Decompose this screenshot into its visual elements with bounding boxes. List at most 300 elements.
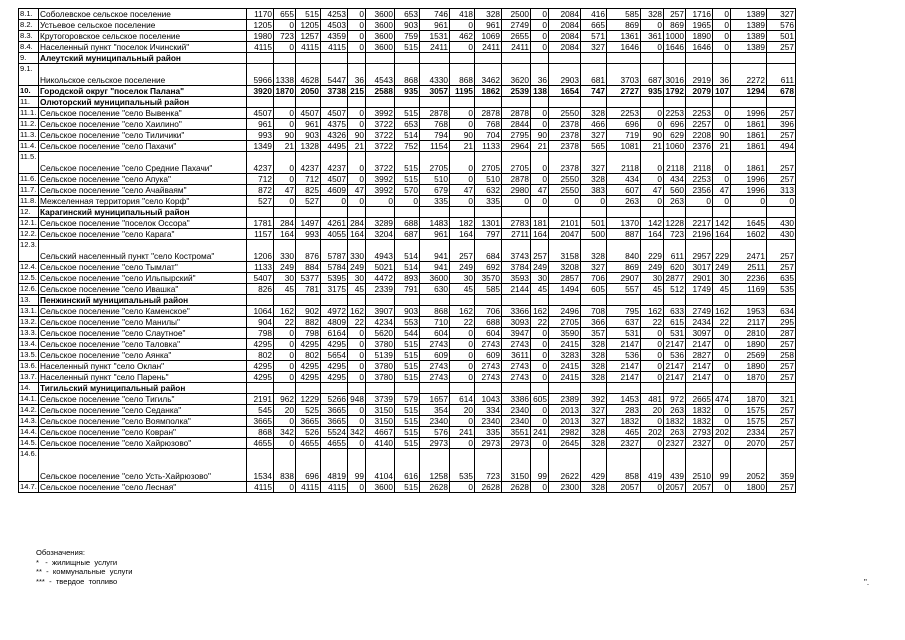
- value-cell: 719: [607, 130, 641, 141]
- table-row: [19, 174, 796, 185]
- value-cell: 1000: [664, 31, 686, 42]
- row-name: Сельское поселение "село Слаутное": [39, 328, 247, 339]
- value-cell: 712: [247, 174, 274, 185]
- value-cell: 1069: [475, 31, 502, 42]
- value-cell: 2070: [731, 438, 767, 449]
- table-row: [19, 416, 796, 427]
- value-cell: 0: [366, 196, 395, 207]
- value-cell: 4295: [247, 361, 274, 372]
- value-cell: 142: [641, 218, 664, 229]
- value-cell: 993: [247, 130, 274, 141]
- value-cell: 3722: [366, 130, 395, 141]
- value-cell: 2084: [549, 20, 581, 31]
- row-code: 11.: [19, 97, 39, 108]
- value-cell: 2511: [731, 262, 767, 273]
- value-cell: 0: [713, 438, 731, 449]
- value-cell: 162: [274, 306, 296, 317]
- value-cell: 419: [641, 449, 664, 482]
- value-cell: 0: [450, 361, 475, 372]
- value-cell: 1996: [731, 185, 767, 196]
- value-cell: [450, 97, 475, 108]
- value-cell: [731, 295, 767, 306]
- value-cell: 1996: [731, 174, 767, 185]
- value-cell: 202: [641, 427, 664, 438]
- value-cell: 2013: [549, 405, 581, 416]
- value-cell: 47: [641, 185, 664, 196]
- value-cell: 4115: [247, 482, 274, 493]
- value-cell: 0: [395, 196, 420, 207]
- value-cell: [395, 97, 420, 108]
- value-cell: 241: [531, 427, 549, 438]
- value-cell: [502, 53, 531, 64]
- value-cell: 687: [395, 229, 420, 240]
- value-cell: 536: [664, 350, 686, 361]
- value-cell: 4507: [321, 108, 348, 119]
- value-cell: 0: [348, 416, 366, 427]
- value-cell: 22: [713, 317, 731, 328]
- note-item: * - жилищные услуги: [36, 557, 118, 567]
- table-row: [19, 449, 796, 482]
- value-cell: 1133: [475, 141, 502, 152]
- value-cell: 723: [475, 449, 502, 482]
- value-cell: 1043: [475, 394, 502, 405]
- value-cell: 45: [531, 284, 549, 295]
- row-name: Сельское поселение "село Таловка": [39, 339, 247, 350]
- value-cell: 328: [581, 174, 607, 185]
- value-cell: 1965: [686, 20, 713, 31]
- value-cell: [731, 97, 767, 108]
- value-cell: 3703: [607, 64, 641, 86]
- value-cell: 1832: [607, 416, 641, 427]
- value-cell: 3386: [502, 394, 531, 405]
- value-cell: 30: [274, 273, 296, 284]
- value-cell: 527: [247, 196, 274, 207]
- value-cell: 678: [767, 86, 796, 97]
- row-code: 9.1.: [19, 64, 39, 86]
- table-row: [19, 240, 796, 262]
- value-cell: 257: [767, 416, 796, 427]
- value-cell: 1861: [731, 130, 767, 141]
- value-cell: 3600: [366, 482, 395, 493]
- value-cell: [686, 295, 713, 306]
- value-cell: 3570: [475, 273, 502, 284]
- value-cell: 2013: [549, 416, 581, 427]
- value-cell: 45: [713, 284, 731, 295]
- value-cell: 5395: [321, 273, 348, 284]
- value-cell: 2147: [607, 339, 641, 350]
- value-cell: 0: [321, 196, 348, 207]
- value-cell: 30: [713, 273, 731, 284]
- table-row: [19, 152, 796, 174]
- value-cell: 611: [767, 64, 796, 86]
- value-cell: 430: [767, 229, 796, 240]
- value-cell: 515: [395, 174, 420, 185]
- value-cell: 710: [420, 317, 450, 328]
- table-row: [19, 229, 796, 240]
- value-cell: 4237: [247, 152, 274, 174]
- value-cell: 2783: [502, 218, 531, 229]
- value-cell: 3665: [247, 416, 274, 427]
- value-cell: 560: [664, 185, 686, 196]
- value-cell: [731, 207, 767, 218]
- value-cell: 2655: [502, 31, 531, 42]
- value-cell: 0: [713, 361, 731, 372]
- value-cell: 1645: [731, 218, 767, 229]
- value-cell: 2415: [549, 361, 581, 372]
- value-cell: [247, 383, 274, 394]
- value-cell: 0: [531, 196, 549, 207]
- value-cell: 884: [296, 262, 321, 273]
- value-cell: 2901: [686, 273, 713, 284]
- value-cell: 1862: [475, 86, 502, 97]
- value-cell: 0: [348, 108, 366, 119]
- table-row: [19, 427, 796, 438]
- value-cell: 2743: [502, 372, 531, 383]
- value-cell: 249: [641, 262, 664, 273]
- value-cell: 515: [395, 339, 420, 350]
- value-cell: 21: [641, 141, 664, 152]
- value-cell: 327: [581, 416, 607, 427]
- value-cell: [395, 295, 420, 306]
- value-cell: 328: [581, 372, 607, 383]
- value-cell: 629: [664, 130, 686, 141]
- value-cell: 4295: [321, 339, 348, 350]
- value-cell: 321: [767, 394, 796, 405]
- value-cell: [450, 207, 475, 218]
- value-cell: 2907: [607, 273, 641, 284]
- row-name: Сельское поселение "село Ковран": [39, 427, 247, 438]
- value-cell: 1870: [274, 86, 296, 97]
- table-row: [19, 284, 796, 295]
- row-name: Сельское поселение "село Ивашка": [39, 284, 247, 295]
- value-cell: 3907: [366, 306, 395, 317]
- value-cell: 90: [348, 130, 366, 141]
- value-cell: 142: [713, 218, 731, 229]
- value-cell: 5377: [296, 273, 321, 284]
- value-cell: [274, 97, 296, 108]
- value-cell: 2510: [686, 449, 713, 482]
- value-cell: 2327: [607, 438, 641, 449]
- value-cell: 868: [395, 64, 420, 86]
- value-cell: 1060: [664, 141, 686, 152]
- value-cell: [686, 97, 713, 108]
- value-cell: 249: [713, 262, 731, 273]
- value-cell: 630: [420, 284, 450, 295]
- value-cell: 605: [531, 394, 549, 405]
- value-cell: 1781: [247, 218, 274, 229]
- value-cell: 0: [713, 31, 731, 42]
- value-cell: 605: [581, 284, 607, 295]
- value-cell: 515: [395, 152, 420, 174]
- value-cell: 2743: [475, 372, 502, 383]
- value-cell: 2665: [686, 394, 713, 405]
- value-cell: 0: [531, 152, 549, 174]
- district-header-row: [19, 53, 796, 64]
- table-row: [19, 394, 796, 405]
- value-cell: 202: [713, 427, 731, 438]
- value-cell: 1157: [247, 229, 274, 240]
- value-cell: 257: [767, 42, 796, 53]
- value-cell: 257: [767, 438, 796, 449]
- value-cell: 1081: [607, 141, 641, 152]
- value-cell: 45: [641, 284, 664, 295]
- value-cell: 2118: [686, 152, 713, 174]
- row-code: 11.6.: [19, 174, 39, 185]
- value-cell: [641, 97, 664, 108]
- value-cell: 961: [420, 229, 450, 240]
- value-cell: 241: [450, 427, 475, 438]
- value-cell: 164: [641, 229, 664, 240]
- value-cell: 361: [641, 31, 664, 42]
- district-header-row: [19, 295, 796, 306]
- value-cell: 0: [348, 438, 366, 449]
- value-cell: 604: [420, 328, 450, 339]
- value-cell: 5021: [366, 262, 395, 273]
- value-cell: 2117: [731, 317, 767, 328]
- row-code: 13.7.: [20, 372, 37, 381]
- value-cell: [450, 383, 475, 394]
- value-cell: [581, 295, 607, 306]
- value-cell: 634: [767, 306, 796, 317]
- value-cell: 249: [274, 262, 296, 273]
- value-cell: 571: [581, 31, 607, 42]
- value-cell: 0: [348, 174, 366, 185]
- value-cell: [296, 295, 321, 306]
- value-cell: 2378: [549, 141, 581, 152]
- value-cell: 2645: [549, 438, 581, 449]
- value-cell: 328: [581, 427, 607, 438]
- value-cell: 257: [531, 240, 549, 262]
- table-row: [19, 20, 796, 31]
- table-row: [19, 141, 796, 152]
- value-cell: 620: [664, 262, 686, 273]
- value-cell: 2378: [549, 130, 581, 141]
- value-cell: 162: [450, 306, 475, 317]
- value-cell: 181: [531, 218, 549, 229]
- value-cell: 328: [641, 9, 664, 20]
- value-cell: 2973: [502, 438, 531, 449]
- value-cell: 570: [395, 185, 420, 196]
- value-cell: [348, 295, 366, 306]
- value-cell: [321, 383, 348, 394]
- value-cell: 0: [274, 152, 296, 174]
- value-cell: [549, 383, 581, 394]
- value-cell: [641, 383, 664, 394]
- table-row: [19, 306, 796, 317]
- value-cell: 257: [767, 174, 796, 185]
- table-row: [19, 64, 796, 86]
- value-cell: 768: [420, 119, 450, 130]
- value-cell: [366, 207, 395, 218]
- value-cell: 0: [450, 108, 475, 119]
- value-cell: [420, 207, 450, 218]
- value-cell: 2500: [502, 9, 531, 20]
- value-cell: 0: [274, 108, 296, 119]
- value-cell: 1534: [247, 449, 274, 482]
- value-cell: 4295: [321, 361, 348, 372]
- value-cell: [731, 53, 767, 64]
- value-cell: 0: [274, 361, 296, 372]
- value-cell: 0: [531, 119, 549, 130]
- value-cell: 4609: [321, 185, 348, 196]
- value-cell: 2047: [549, 229, 581, 240]
- value-cell: 1258: [420, 449, 450, 482]
- corner-mark: ".: [864, 578, 870, 587]
- value-cell: 229: [713, 240, 731, 262]
- row-code: 12.6.: [20, 284, 37, 293]
- value-cell: 2415: [549, 339, 581, 350]
- district-header-row: [19, 207, 796, 218]
- value-cell: 2378: [549, 152, 581, 174]
- value-cell: 0: [713, 196, 731, 207]
- value-cell: 2084: [549, 31, 581, 42]
- row-code: 13.: [19, 295, 39, 306]
- value-cell: 0: [450, 328, 475, 339]
- value-cell: 0: [713, 152, 731, 174]
- value-cell: 3016: [664, 64, 686, 86]
- value-cell: 90: [450, 130, 475, 141]
- value-cell: 3665: [321, 416, 348, 427]
- value-cell: 2272: [731, 64, 767, 86]
- value-cell: 501: [767, 31, 796, 42]
- value-cell: 4237: [296, 152, 321, 174]
- value-cell: 5266: [321, 394, 348, 405]
- value-cell: 0: [641, 174, 664, 185]
- value-cell: 1301: [475, 218, 502, 229]
- value-cell: 768: [475, 119, 502, 130]
- value-cell: 3551: [502, 427, 531, 438]
- value-cell: 679: [420, 185, 450, 196]
- value-cell: 47: [531, 185, 549, 196]
- value-cell: 1575: [731, 416, 767, 427]
- value-cell: 2339: [366, 284, 395, 295]
- value-cell: 0: [348, 119, 366, 130]
- value-cell: 328: [581, 482, 607, 493]
- value-cell: 215: [348, 86, 366, 97]
- value-cell: 327: [767, 9, 796, 20]
- value-cell: 3665: [321, 405, 348, 416]
- value-cell: [664, 383, 686, 394]
- value-cell: 90: [274, 130, 296, 141]
- value-cell: 162: [531, 306, 549, 317]
- value-cell: 3611: [502, 350, 531, 361]
- value-cell: 1205: [296, 20, 321, 31]
- row-name: Алеутский муниципальный район: [39, 53, 247, 64]
- value-cell: 328: [581, 108, 607, 119]
- value-cell: 2147: [686, 361, 713, 372]
- value-cell: [641, 207, 664, 218]
- value-cell: 257: [767, 152, 796, 174]
- value-cell: 257: [664, 9, 686, 20]
- value-cell: 609: [475, 350, 502, 361]
- value-cell: 4359: [321, 31, 348, 42]
- value-cell: 2411: [502, 42, 531, 53]
- value-cell: 3289: [366, 218, 395, 229]
- value-cell: 0: [348, 361, 366, 372]
- value-cell: 1716: [686, 9, 713, 20]
- value-cell: 328: [581, 350, 607, 361]
- value-cell: 162: [713, 306, 731, 317]
- value-cell: 0: [274, 482, 296, 493]
- table-row: [19, 119, 796, 130]
- value-cell: 893: [395, 273, 420, 284]
- value-cell: 328: [475, 9, 502, 20]
- value-cell: 2389: [549, 394, 581, 405]
- value-cell: 1338: [274, 64, 296, 86]
- value-cell: 3600: [420, 273, 450, 284]
- value-cell: 2334: [731, 427, 767, 438]
- value-cell: 2084: [549, 9, 581, 20]
- value-cell: 4295: [296, 361, 321, 372]
- value-cell: 99: [348, 449, 366, 482]
- value-cell: 515: [296, 9, 321, 20]
- value-cell: 2147: [607, 372, 641, 383]
- value-cell: 2973: [475, 438, 502, 449]
- value-cell: 2327: [664, 438, 686, 449]
- value-cell: 2217: [686, 218, 713, 229]
- value-cell: 515: [395, 42, 420, 53]
- row-code: 14.1.: [20, 394, 37, 403]
- value-cell: 1169: [731, 284, 767, 295]
- value-cell: 0: [348, 328, 366, 339]
- value-cell: 0: [274, 42, 296, 53]
- value-cell: 2052: [731, 449, 767, 482]
- table-row: [19, 350, 796, 361]
- value-cell: 1206: [247, 240, 274, 262]
- value-cell: 0: [450, 196, 475, 207]
- value-cell: 510: [420, 174, 450, 185]
- value-cell: 0: [713, 339, 731, 350]
- value-cell: 1890: [731, 361, 767, 372]
- value-cell: 688: [395, 218, 420, 229]
- value-cell: 961: [296, 119, 321, 130]
- value-cell: [767, 207, 796, 218]
- value-cell: 45: [450, 284, 475, 295]
- value-cell: 263: [664, 196, 686, 207]
- value-cell: 0: [641, 361, 664, 372]
- value-cell: 0: [641, 42, 664, 53]
- value-cell: 3738: [321, 86, 348, 97]
- value-cell: 2705: [502, 152, 531, 174]
- row-name: Сельское поселение "село Апука": [39, 174, 247, 185]
- row-code: 8.2.: [19, 20, 39, 31]
- value-cell: 4237: [321, 152, 348, 174]
- value-cell: 2471: [731, 240, 767, 262]
- value-cell: 22: [274, 317, 296, 328]
- value-cell: 4115: [247, 42, 274, 53]
- value-cell: 2919: [686, 64, 713, 86]
- value-cell: 429: [581, 449, 607, 482]
- value-cell: 4375: [321, 119, 348, 130]
- value-cell: 797: [475, 229, 502, 240]
- value-cell: 283: [607, 405, 641, 416]
- value-cell: 1133: [247, 262, 274, 273]
- value-cell: 633: [664, 306, 686, 317]
- value-cell: 869: [607, 20, 641, 31]
- value-cell: 4472: [366, 273, 395, 284]
- value-cell: 2964: [502, 141, 531, 152]
- value-cell: 2340: [502, 416, 531, 427]
- value-cell: 2411: [475, 42, 502, 53]
- value-cell: 0: [641, 152, 664, 174]
- value-cell: 45: [274, 284, 296, 295]
- value-cell: 3620: [502, 64, 531, 86]
- value-cell: 2711: [502, 229, 531, 240]
- value-cell: 4295: [296, 372, 321, 383]
- value-cell: 2749: [686, 306, 713, 317]
- value-cell: [664, 295, 686, 306]
- row-name: Сельское поселение "село Тымлат": [39, 262, 247, 273]
